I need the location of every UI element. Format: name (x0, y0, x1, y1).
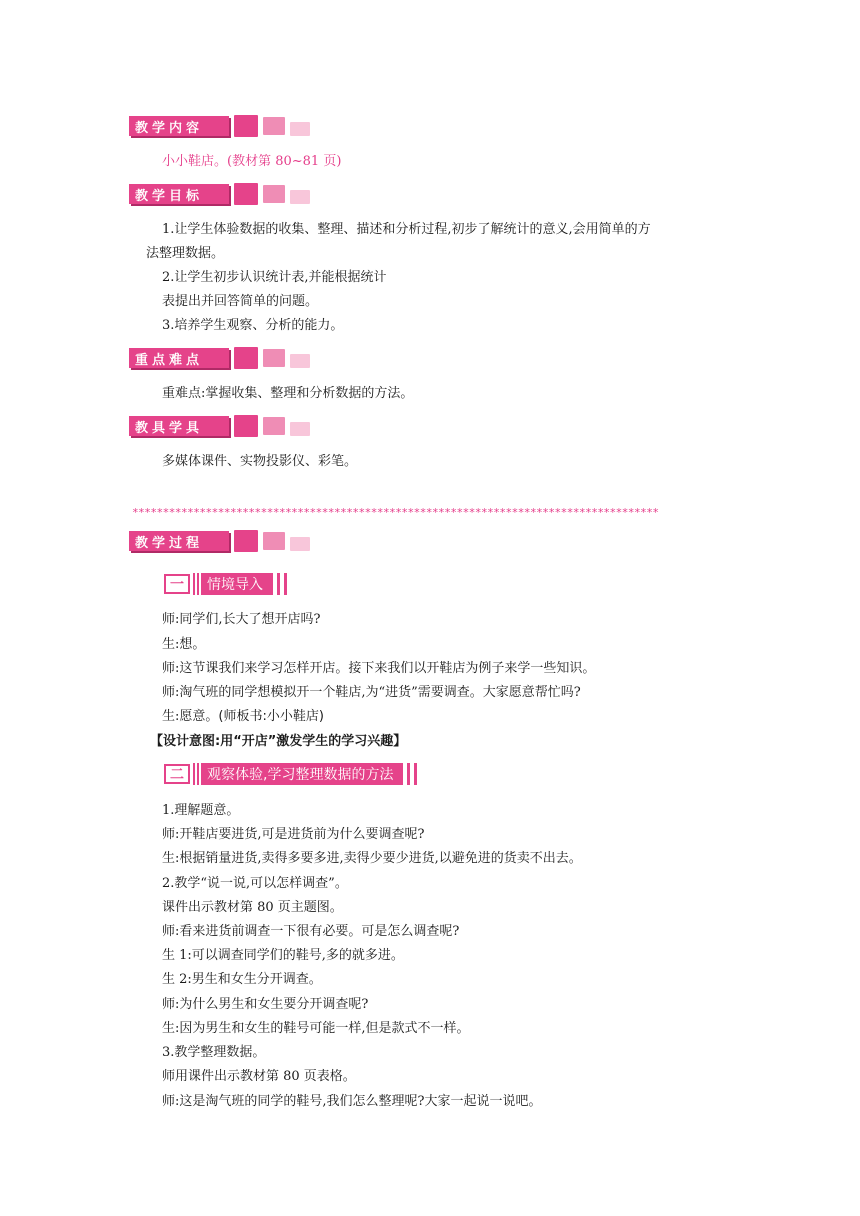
decor-square (234, 347, 258, 369)
section-label: 教具学具 (129, 416, 229, 436)
section-label: 教学目标 (129, 184, 229, 204)
reply-text: 生:愿意。 (162, 709, 219, 724)
decor-square (234, 183, 258, 205)
decor-square (263, 185, 285, 203)
dialogue-line-reply (162, 709, 324, 725)
dialogue-line: 课件出示教材第 80 页主题图。 (162, 900, 343, 915)
dialogue-line: 1.理解题意。 (162, 803, 240, 818)
board-note: (师板书:小小鞋店) (218, 709, 324, 724)
step-tail-decor (407, 763, 421, 785)
step-number: 二 (164, 764, 190, 784)
dialogue-line: 师用课件出示教材第 80 页表格。 (162, 1069, 356, 1084)
step-title: 观察体验,学习整理数据的方法 (201, 763, 403, 785)
step-number: 一 (164, 574, 190, 594)
goal-line: 1.让学生体验数据的收集、整理、描述和分析过程,初步了解统计的意义,会用简单的方 (162, 222, 651, 237)
goal-line: 2.让学生初步认识统计表,并能根据统计 (162, 270, 387, 285)
dialogue-line: 2.教学“说一说,可以怎样调查”。 (162, 876, 348, 891)
star-separator: ************************************************************************************** (132, 506, 659, 518)
dialogue-line: 师:为什么男生和女生要分开调查呢? (162, 997, 369, 1012)
step-header-1 (164, 573, 291, 595)
step-tail-decor (277, 573, 291, 595)
dialogue-line: 师:淘气班的同学想模拟开一个鞋店,为“进货”需要调查。大家愿意帮忙吗? (162, 685, 581, 700)
decor-square (263, 532, 285, 550)
dialogue-line: 师:看来进货前调查一下很有必要。可是怎么调查呢? (162, 924, 460, 939)
decor-square (263, 417, 285, 435)
goal-line: 法整理数据。 (146, 246, 225, 261)
decor-square (263, 117, 285, 135)
step-header-2 (164, 763, 421, 785)
section-label: 重点难点 (129, 348, 229, 368)
step-bars-decor (193, 573, 201, 595)
content-text: 小小鞋店。(教材第 80~81 页) (162, 154, 342, 169)
dialogue-line: 生 2:男生和女生分开调查。 (162, 972, 322, 987)
section-label: 教学过程 (129, 531, 229, 551)
dialogue-line: 师:同学们,长大了想开店吗? (162, 612, 321, 627)
decor-square (290, 537, 310, 551)
dialogue-line: 师:开鞋店要进货,可是进货前为什么要调查呢? (162, 827, 425, 842)
section-header-process (129, 530, 310, 552)
design-intent: 【设计意图:用“开店”激发学生的学习兴趣】 (150, 734, 407, 749)
dialogue-line: 生:想。 (162, 637, 206, 652)
section-header-difficulty (129, 347, 310, 369)
step-title: 情境导入 (201, 573, 273, 595)
section-header-goals (129, 183, 310, 205)
step-bars-decor (193, 763, 201, 785)
dialogue-line: 生:因为男生和女生的鞋号可能一样,但是款式不一样。 (162, 1021, 470, 1036)
dialogue-line: 师:这是淘气班的同学的鞋号,我们怎么整理呢?大家一起说一说吧。 (162, 1094, 542, 1109)
decor-square (290, 354, 310, 368)
goal-line: 3.培养学生观察、分析的能力。 (162, 318, 344, 333)
dialogue-line: 师:这节课我们来学习怎样开店。接下来我们以开鞋店为例子来学一些知识。 (162, 661, 596, 676)
decor-square (290, 190, 310, 204)
section-header-tools (129, 415, 310, 437)
decor-square (263, 349, 285, 367)
decor-square (234, 115, 258, 137)
decor-square (234, 530, 258, 552)
difficulty-text: 重难点:掌握收集、整理和分析数据的方法。 (162, 386, 414, 401)
dialogue-line: 生 1:可以调查同学们的鞋号,多的就多进。 (162, 948, 404, 963)
dialogue-line: 生:根据销量进货,卖得多要多进,卖得少要少进货,以避免进的货卖不出去。 (162, 851, 582, 866)
decor-square (290, 422, 310, 436)
decor-square (290, 122, 310, 136)
section-label: 教学内容 (129, 116, 229, 136)
goal-line: 表提出并回答简单的问题。 (162, 294, 319, 309)
dialogue-line: 3.教学整理数据。 (162, 1045, 266, 1060)
tools-text: 多媒体课件、实物投影仪、彩笔。 (162, 454, 358, 469)
section-header-content (129, 115, 310, 137)
decor-square (234, 415, 258, 437)
